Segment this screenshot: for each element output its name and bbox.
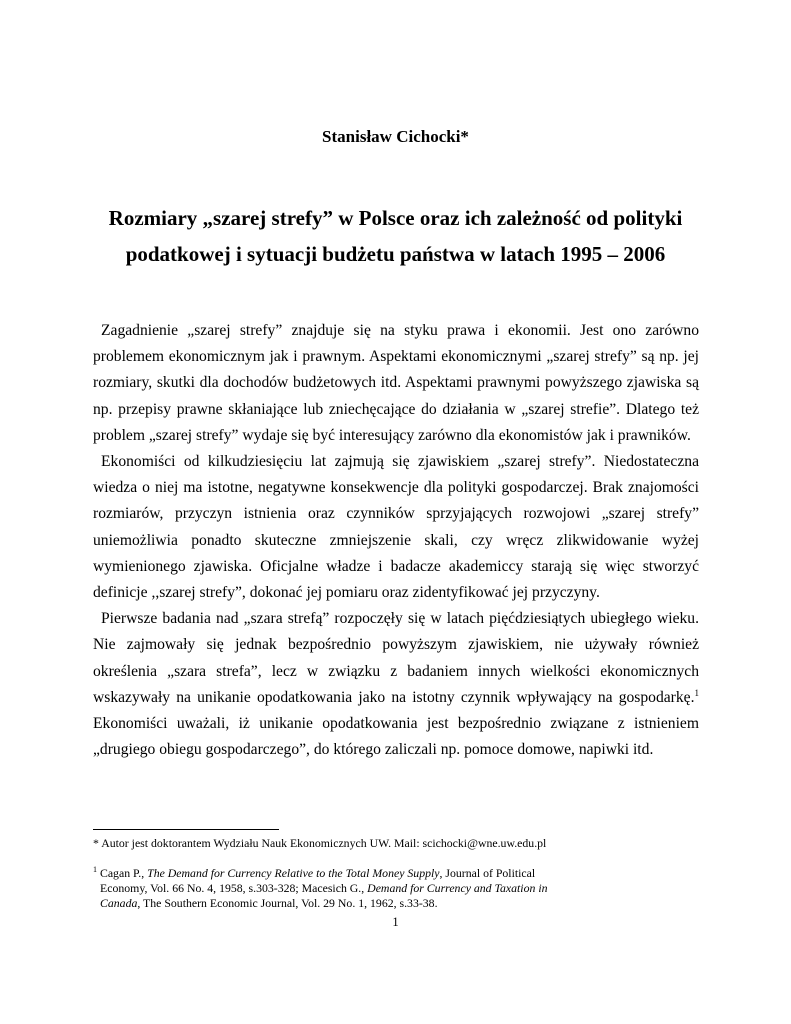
footnote-1-text: , The Southern Economic Journal, Vol. 29 No. 1, 1962, s.33-38. xyxy=(137,896,438,910)
footnote-reference-1[interactable]: 1 xyxy=(694,687,699,698)
footnote-1-title-italic: Demand for Currency and Taxation in xyxy=(367,881,548,895)
author-footnote: * Autor jest doktorantem Wydziału Nauk Ekonomicznych UW. Mail: scichocki@wne.uw.edu.pl xyxy=(93,836,547,850)
author-name: Stanisław Cichocki* xyxy=(322,127,469,146)
page-number: 1 xyxy=(392,915,399,929)
paragraph-2: Ekonomiści od kilkudziesięciu lat zajmują się zjawiskiem „szarej strefy”. Niedostateczna wiedza o niej ma istotne, negatywne konsekwencje dla polityki gospodarczej. Brak znajomości rozmiarów, przyczyn istnienia oraz czynników sprzyjających rozwojowi „szarej strefy” uniemożliwia ponadto skuteczne zmniejszenie skali, czy wręcz zlikwidowanie wyżej wymienionego zjawiska. Oficjalne władze i badacze akademiccy starają się więc stworzyć definicje ,,szarej strefy”, dokonać jej pomiaru oraz zidentyfikować jej przyczyny. xyxy=(93,453,699,602)
footnote-separator xyxy=(93,829,279,830)
footnote-1-line-3 xyxy=(93,896,653,911)
footnote-1-line-1 xyxy=(93,866,653,881)
body-text xyxy=(93,318,699,763)
paragraph-3-text-b: Ekonomiści uważali, iż unikanie opodatkowania jest bezpośrednio związane z istnieniem „drugiego obiegu gospodarczego”, do którego zaliczali np. pomoce domowe, napiwki itd. xyxy=(93,715,699,759)
paragraph-3-text-a: Pierwsze badania nad „szara strefą” rozpoczęły się w latach pięćdziesiątych ubiegłego wieku. Nie zajmowały się jednak bezpośrednio powyższym zjawiskiem, nie używały również określenia „szara strefa”, lecz w związku z badaniem innych wielkości ekonomicznych wskazywały na unikanie opodatkowania jako na istotny czynnik wpływający na gospodarkę. xyxy=(93,610,699,706)
paragraph-3 xyxy=(93,606,699,763)
footnote-1-text: Economy, Vol. 66 No. 4, 1958, s.303-328; Macesich G., xyxy=(100,881,368,895)
footnote-1-line-2 xyxy=(93,881,653,896)
paper-title xyxy=(100,200,691,272)
footnote-1-text: Cagan P., xyxy=(97,866,148,880)
footnote-1-title-italic: Canada xyxy=(100,896,138,910)
footnote-1-title-italic: The Demand for Currency Relative to the Total Money Supply xyxy=(147,866,440,880)
paragraph-1: Zagadnienie „szarej strefy” znajduje się na styku prawa i ekonomii. Jest ono zarówno problemem ekonomicznym jak i prawnym. Aspektami ekonomicznymi „szarej strefy” są np. jej rozmiary, skutki dla dochodów budżetowych itd. Aspektami prawnymi powyższego zjawiska są np. przepisy prawne skłaniające lub zniechęcające do działania w „szarej strefie”. Dlatego też problem „szarej strefy” wydaje się być interesujący zarówno dla ekonomistów jak i prawników. xyxy=(93,322,699,444)
footnote-1-marker: 1 xyxy=(93,865,97,874)
title-line-1: Rozmiary „szarej strefy” w Polsce oraz ich zależność od polityki xyxy=(108,206,683,230)
footnote-1-text: , Journal of Political xyxy=(439,866,536,880)
title-line-2: podatkowej i sytuacji budżetu państwa w latach 1995 – 2006 xyxy=(125,242,666,266)
footnote-1 xyxy=(93,866,653,911)
